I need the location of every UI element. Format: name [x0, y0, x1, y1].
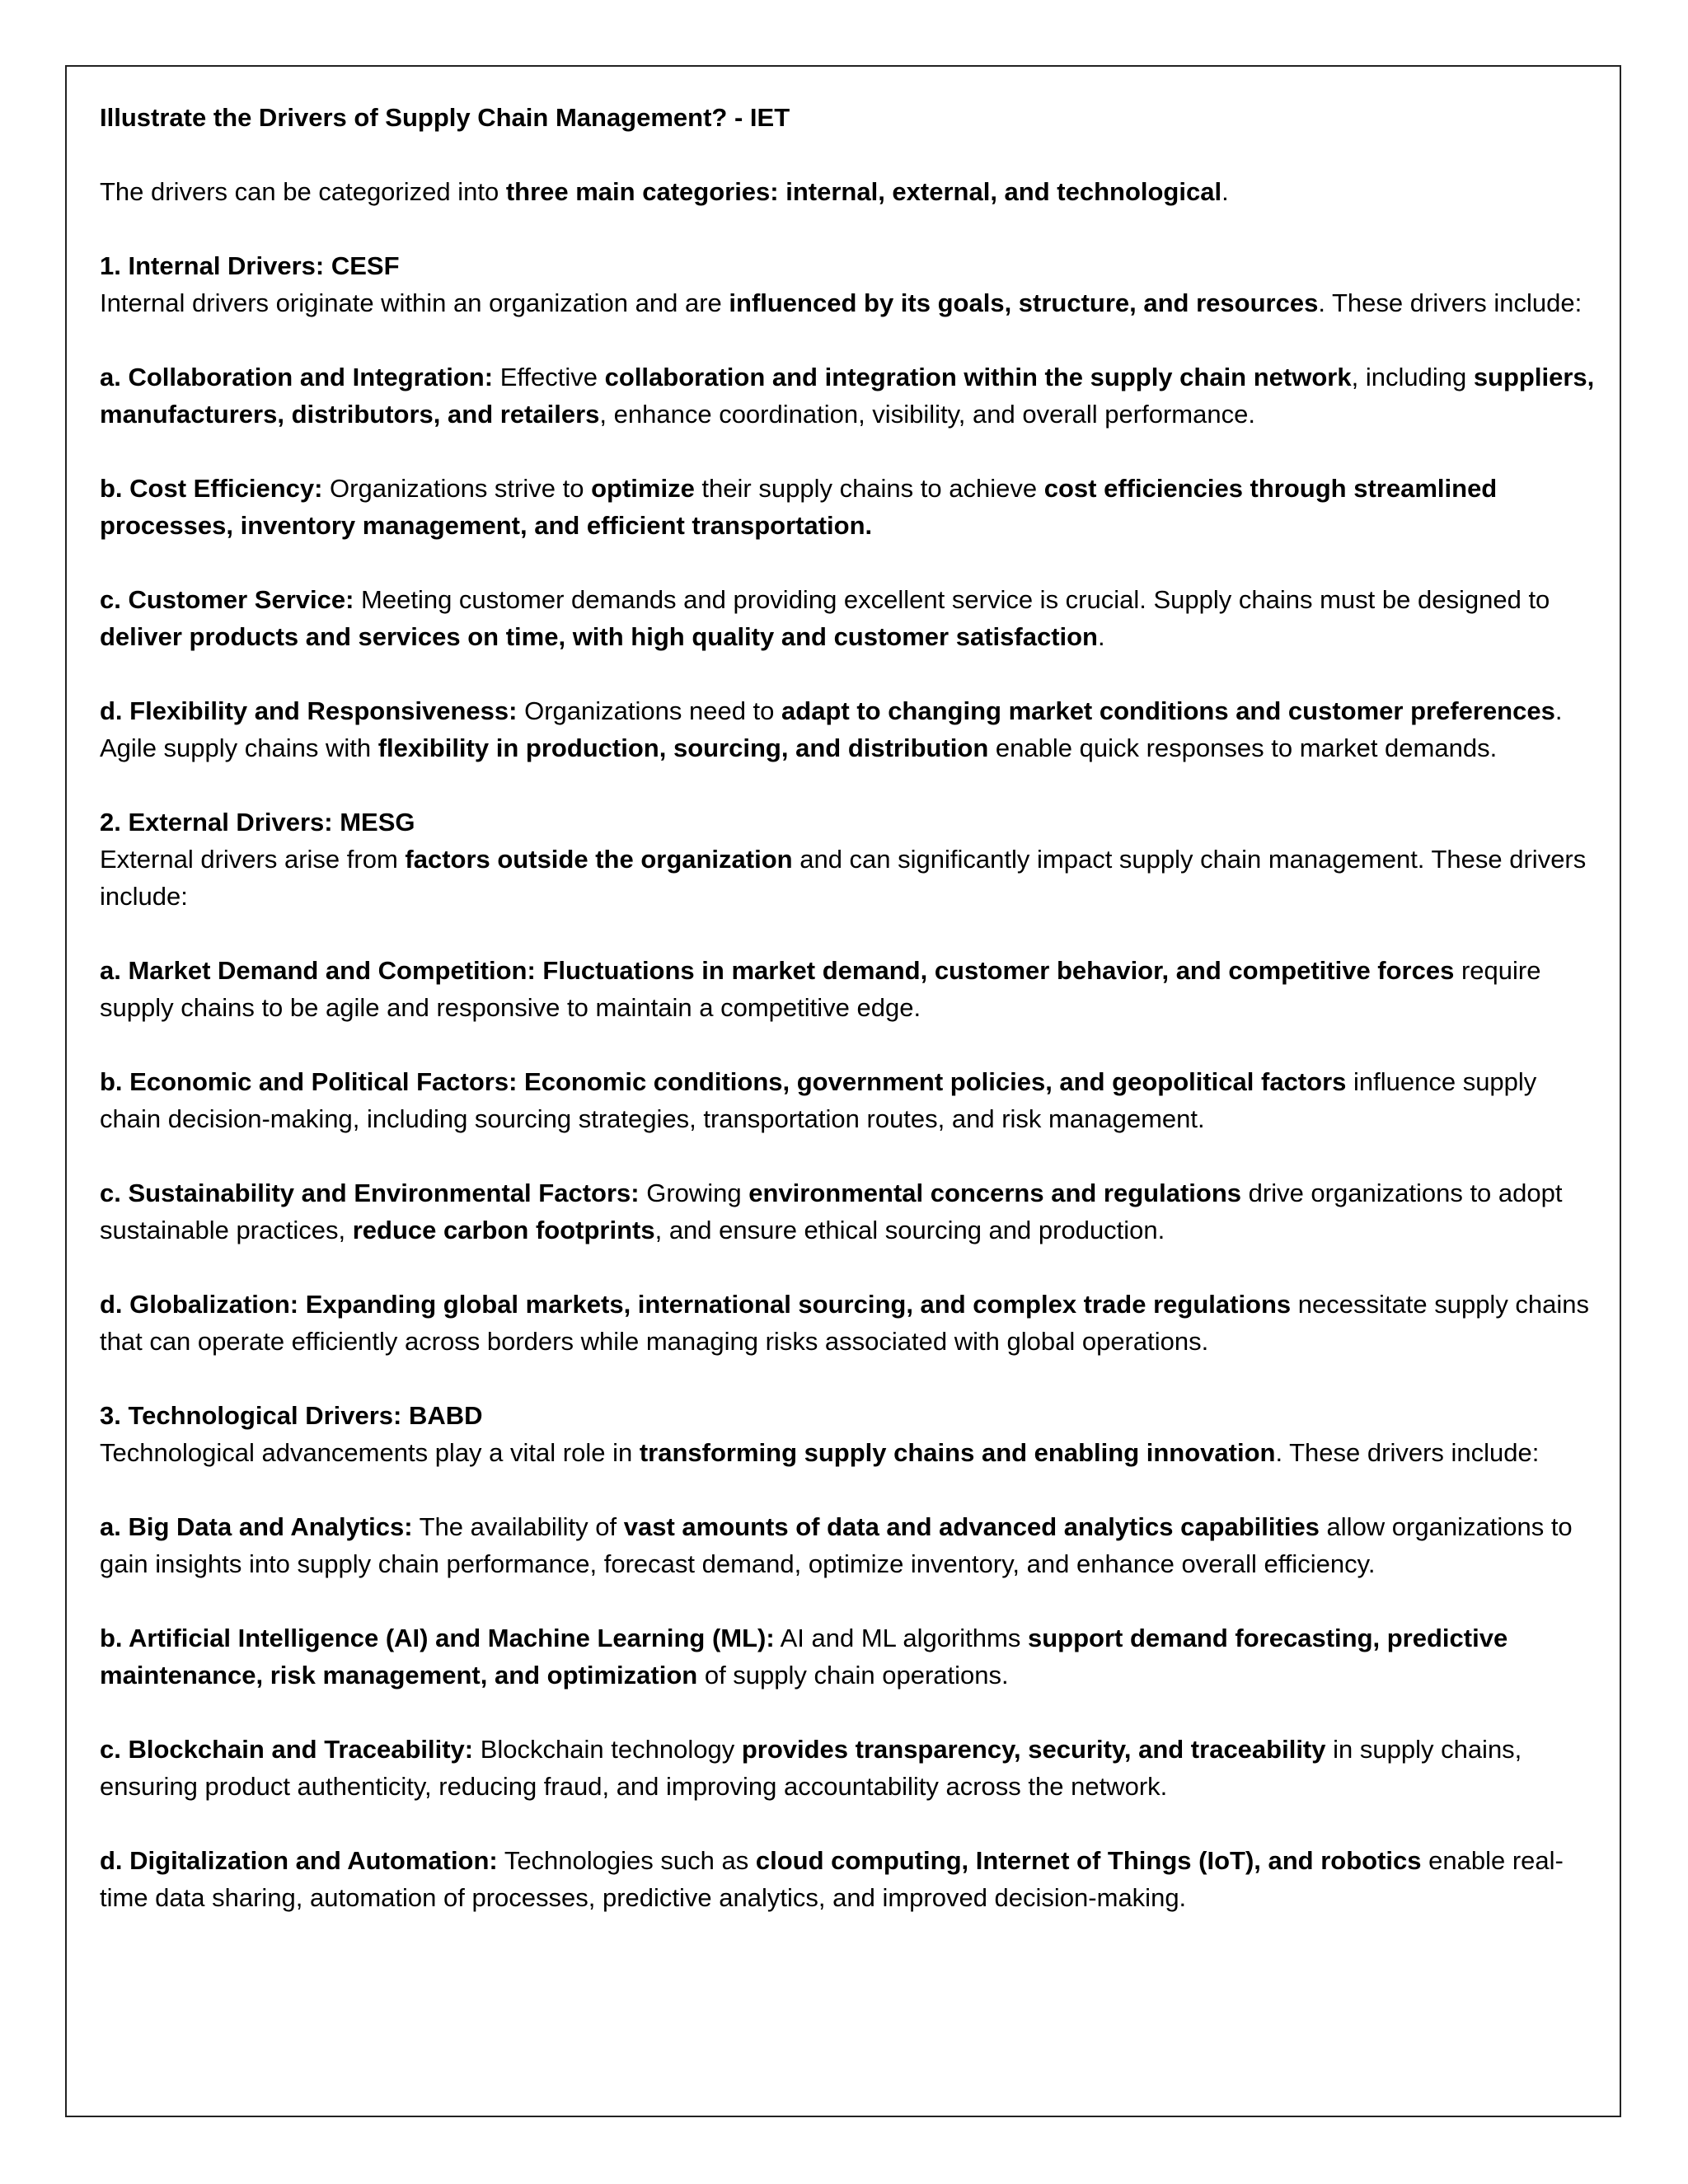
section-description: [100, 1434, 1600, 1471]
section-heading: 2. External Drivers: MESG: [100, 808, 415, 837]
driver-item-big-data: [100, 1508, 1600, 1582]
bold-text: vast amounts of data and advanced analytics capabilities: [623, 1512, 1320, 1541]
text: enable real-time data sharing, automation of processes, predictive analytics, and improved decision-making.: [100, 1846, 1564, 1912]
section-internal-drivers: [100, 247, 1600, 766]
bold-text: deliver products and services on time, with high quality and customer satisfaction: [100, 622, 1098, 651]
bold-text: reduce carbon footprints: [352, 1216, 655, 1244]
bold-text: b. Economic and Political Factors: Economic conditions, government policies, and geopolitical factors: [100, 1067, 1347, 1096]
bold-text: optimize: [591, 474, 695, 503]
intro-paragraph: [100, 173, 1600, 210]
bold-text: d. Globalization: Expanding global markets, international sourcing, and complex trade regulations: [100, 1290, 1292, 1319]
driver-item-cost-efficiency: [100, 470, 1600, 544]
bold-text: collaboration and integration within the supply chain network: [604, 363, 1352, 391]
bold-text: transforming supply chains and enabling innovation: [639, 1438, 1276, 1467]
bold-text: d. Digitalization and Automation:: [100, 1846, 498, 1875]
bold-text: flexibility in production, sourcing, and distribution: [377, 733, 989, 762]
section-technological-drivers: [100, 1397, 1600, 1916]
driver-item-customer-service: [100, 581, 1600, 655]
bold-text: adapt to changing market conditions and customer preferences: [781, 696, 1555, 725]
bold-text: c. Sustainability and Environmental Factors:: [100, 1179, 640, 1207]
text: enable quick responses to market demands.: [988, 733, 1498, 762]
text: Organizations need to: [517, 696, 782, 725]
text: Blockchain technology: [473, 1735, 742, 1764]
text: , enhance coordination, visibility, and overall performance.: [599, 400, 1255, 429]
bold-text: a. Collaboration and Integration:: [100, 363, 494, 391]
text: Internal drivers originate within an organization and are: [100, 288, 729, 317]
bold-text: three main categories: internal, external, and technological: [505, 177, 1222, 206]
driver-item-market-demand: [100, 952, 1600, 1026]
text: Growing: [639, 1179, 749, 1207]
bold-text: c. Customer Service:: [100, 585, 354, 614]
bold-text: cloud computing, Internet of Things (IoT), and robotics: [755, 1846, 1422, 1875]
driver-item-sustainability: [100, 1174, 1600, 1249]
document-title: Illustrate the Drivers of Supply Chain Management? - IET: [100, 103, 790, 132]
text: , including: [1351, 363, 1474, 391]
text: The availability of: [412, 1512, 624, 1541]
text: .: [1098, 622, 1105, 651]
text: . These drivers include:: [1318, 288, 1582, 317]
bold-text: factors outside the organization: [405, 845, 793, 874]
text: , and ensure ethical sourcing and production.: [654, 1216, 1165, 1244]
bold-text: provides transparency, security, and traceability: [741, 1735, 1326, 1764]
text: Effective: [493, 363, 605, 391]
text: Meeting customer demands and providing excellent service is crucial. Supply chains must be designed to: [354, 585, 1550, 614]
bold-text: cost efficiencies through streamlined processes, inventory management, and efficient transportation.: [100, 474, 1498, 540]
bold-text: b. Artificial Intelligence (AI) and Machine Learning (ML):: [100, 1624, 775, 1652]
section-description: [100, 841, 1600, 915]
text: necessitate supply chains that can operate efficiently across borders while managing risks associated with global operations.: [100, 1290, 1590, 1356]
driver-item-economic-political: [100, 1063, 1600, 1137]
text: influence supply chain decision-making, including sourcing strategies, transportation routes, and risk management.: [100, 1067, 1537, 1133]
text: . These drivers include:: [1275, 1438, 1540, 1467]
text: Technological advancements play a vital role in: [100, 1438, 640, 1467]
driver-item-collaboration: [100, 359, 1600, 433]
text: Technologies such as: [497, 1846, 756, 1875]
driver-item-ai-ml: [100, 1619, 1600, 1694]
text: and can significantly impact supply chain management. These drivers include:: [100, 845, 1587, 911]
section-external-drivers: [100, 804, 1600, 1360]
driver-item-digitalization: [100, 1842, 1600, 1916]
driver-item-globalization: [100, 1286, 1600, 1360]
bold-text: suppliers, manufacturers, distributors, and retailers: [100, 363, 1595, 429]
text: in supply chains, ensuring product authenticity, reducing fraud, and improving accountability across the network.: [100, 1735, 1522, 1801]
driver-item-blockchain: [100, 1731, 1600, 1805]
text: External drivers arise from: [100, 845, 406, 874]
text: require supply chains to be agile and responsive to maintain a competitive edge.: [100, 956, 1541, 1022]
bold-text: d. Flexibility and Responsiveness:: [100, 696, 518, 725]
bold-text: c. Blockchain and Traceability:: [100, 1735, 474, 1764]
text: .: [1221, 177, 1229, 206]
bold-text: a. Market Demand and Competition: Fluctuations in market demand, customer behavior, and competitive forces: [100, 956, 1455, 985]
section-heading: 1. Internal Drivers: CESF: [100, 251, 400, 280]
text: AI and ML algorithms: [774, 1624, 1028, 1652]
text: drive organizations to adopt sustainable practices,: [100, 1179, 1563, 1244]
text: of supply chain operations.: [697, 1661, 1009, 1690]
bold-text: b. Cost Efficiency:: [100, 474, 323, 503]
text: allow organizations to gain insights into supply chain performance, forecast demand, optimize inventory, and enhance overall efficiency.: [100, 1512, 1573, 1578]
bold-text: a. Big Data and Analytics:: [100, 1512, 413, 1541]
text: . Agile supply chains with: [100, 696, 1563, 762]
bold-text: influenced by its goals, structure, and resources: [729, 288, 1319, 317]
section-description: [100, 284, 1600, 321]
section-heading: 3. Technological Drivers: BABD: [100, 1401, 483, 1430]
text: their supply chains to achieve: [694, 474, 1044, 503]
text: Organizations strive to: [322, 474, 592, 503]
text: The drivers can be categorized into: [100, 177, 506, 206]
bold-text: environmental concerns and regulations: [748, 1179, 1242, 1207]
driver-item-flexibility: [100, 692, 1600, 766]
document-body: [100, 99, 1600, 1953]
bold-text: support demand forecasting, predictive maintenance, risk management, and optimization: [100, 1624, 1508, 1690]
